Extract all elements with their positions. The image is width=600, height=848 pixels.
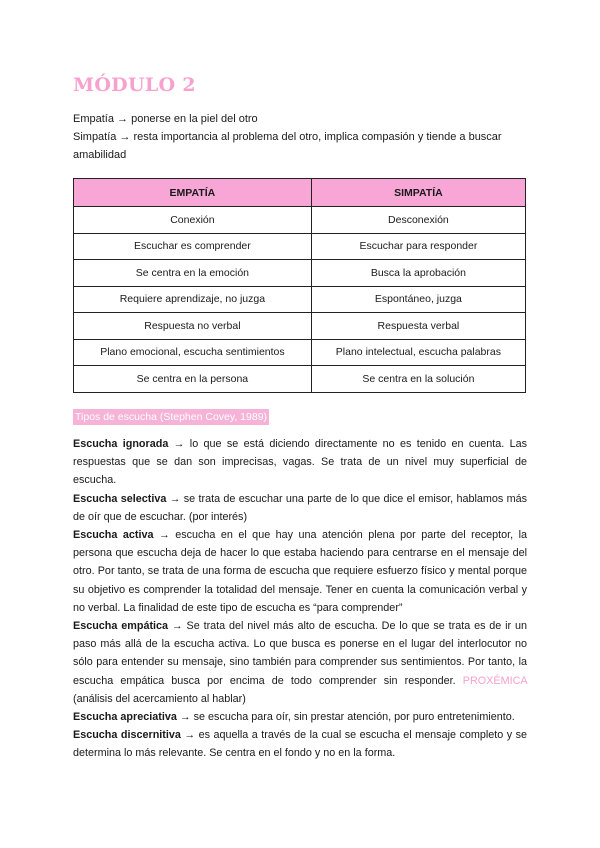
- table-header-row: [74, 179, 526, 207]
- table-cell: Escuchar es comprender: [74, 233, 312, 260]
- list-item: Escucha selectiva → se trata de escuchar una parte de lo que dice el emisor, hablamos más de oír que de escuchar. (por interés): [73, 492, 527, 523]
- term-label: Escucha selectiva: [73, 492, 167, 505]
- table-row: [74, 286, 526, 313]
- term-label: Escucha empática: [73, 620, 169, 633]
- section-heading: Tipos de escucha (Stephen Covey, 1989): [75, 411, 268, 423]
- table-row: [74, 339, 526, 366]
- page-title: MÓDULO 2: [73, 74, 196, 96]
- table-row: [74, 207, 526, 234]
- term-label: Escucha apreciativa: [73, 711, 177, 724]
- table-cell: Plano intelectual, escucha palabras: [311, 339, 525, 366]
- list-item: Escucha apreciativa → se escucha para oír, sin prestar atención, por puro entretenimiento.: [73, 711, 515, 724]
- table-cell: Desconexión: [311, 207, 525, 234]
- table-row: [74, 233, 526, 260]
- table-row: [74, 313, 526, 340]
- listening-types: [73, 435, 527, 763]
- comparison-table: [73, 178, 526, 393]
- table-cell: Espontáneo, juzga: [311, 286, 525, 313]
- table-row: [74, 366, 526, 393]
- list-item: Escucha discernitiva → es aquella a través de la cual se escucha el mensaje completo y se determina lo más relevante. Se centra en el fondo y no en la forma.: [73, 729, 527, 760]
- header-simpatia: SIMPATÍA: [311, 179, 525, 207]
- table-cell: Respuesta verbal: [311, 313, 525, 340]
- list-item: Escucha ignorada → lo que se está diciendo directamente no es tenido en cuenta. Las respuestas que se dan son imprecisas, vagas. Se trata de un nivel muy superficial de escucha.: [73, 438, 527, 487]
- term-label: Escucha activa: [73, 529, 154, 542]
- proxemica-highlight: PROXÉMICA: [462, 674, 527, 687]
- table-cell: Plano emocional, escucha sentimientos: [74, 339, 312, 366]
- table-cell: Respuesta no verbal: [74, 313, 312, 340]
- term-label: Escucha discernitiva: [73, 729, 181, 742]
- definition-empatia: Empatía → ponerse en la piel del otro: [73, 113, 258, 125]
- header-empatia: EMPATÍA: [74, 179, 312, 207]
- table-cell: Escuchar para responder: [311, 233, 525, 260]
- table-cell: Se centra en la persona: [74, 366, 312, 393]
- table-cell: Conexión: [74, 207, 312, 234]
- table-cell: Se centra en la emoción: [74, 260, 312, 287]
- definitions: [73, 110, 533, 164]
- table-cell: Requiere aprendizaje, no juzga: [74, 286, 312, 313]
- table-row: [74, 260, 526, 287]
- list-item: Escucha empática → Se trata del nivel más alto de escucha. De lo que se trata es de ir un paso más allá de la escucha activa. Lo que busca es ponerse en el lugar del interlocutor no sólo para entender su mensaje, sino también para comprender sus sentimientos. Por tanto, la escucha empática busca por encima de todo comprender sin responder. PROXÉMICA (análisis del acercamiento al hablar): [73, 620, 527, 705]
- table-cell: Se centra en la solución: [311, 366, 525, 393]
- table-cell: Busca la aprobación: [311, 260, 525, 287]
- list-item: Escucha activa → escucha en el que hay una atención plena por parte del receptor, la persona que escucha deja de hacer lo que estaba haciendo para centrarse en el mensaje del otro. Por tanto, se trata de una forma de escucha que requiere esfuerzo físico y mental porque su objetivo es comprender la totalidad del mensaje. Tener en cuenta la comunicación verbal y no verbal. La finalidad de este tipo de escucha es “para comprender”: [73, 529, 527, 614]
- definition-simpatia: Simpatía → resta importancia al problema del otro, implica compasión y tiende a buscar amabilidad: [73, 131, 502, 161]
- term-label: Escucha ignorada: [73, 438, 169, 450]
